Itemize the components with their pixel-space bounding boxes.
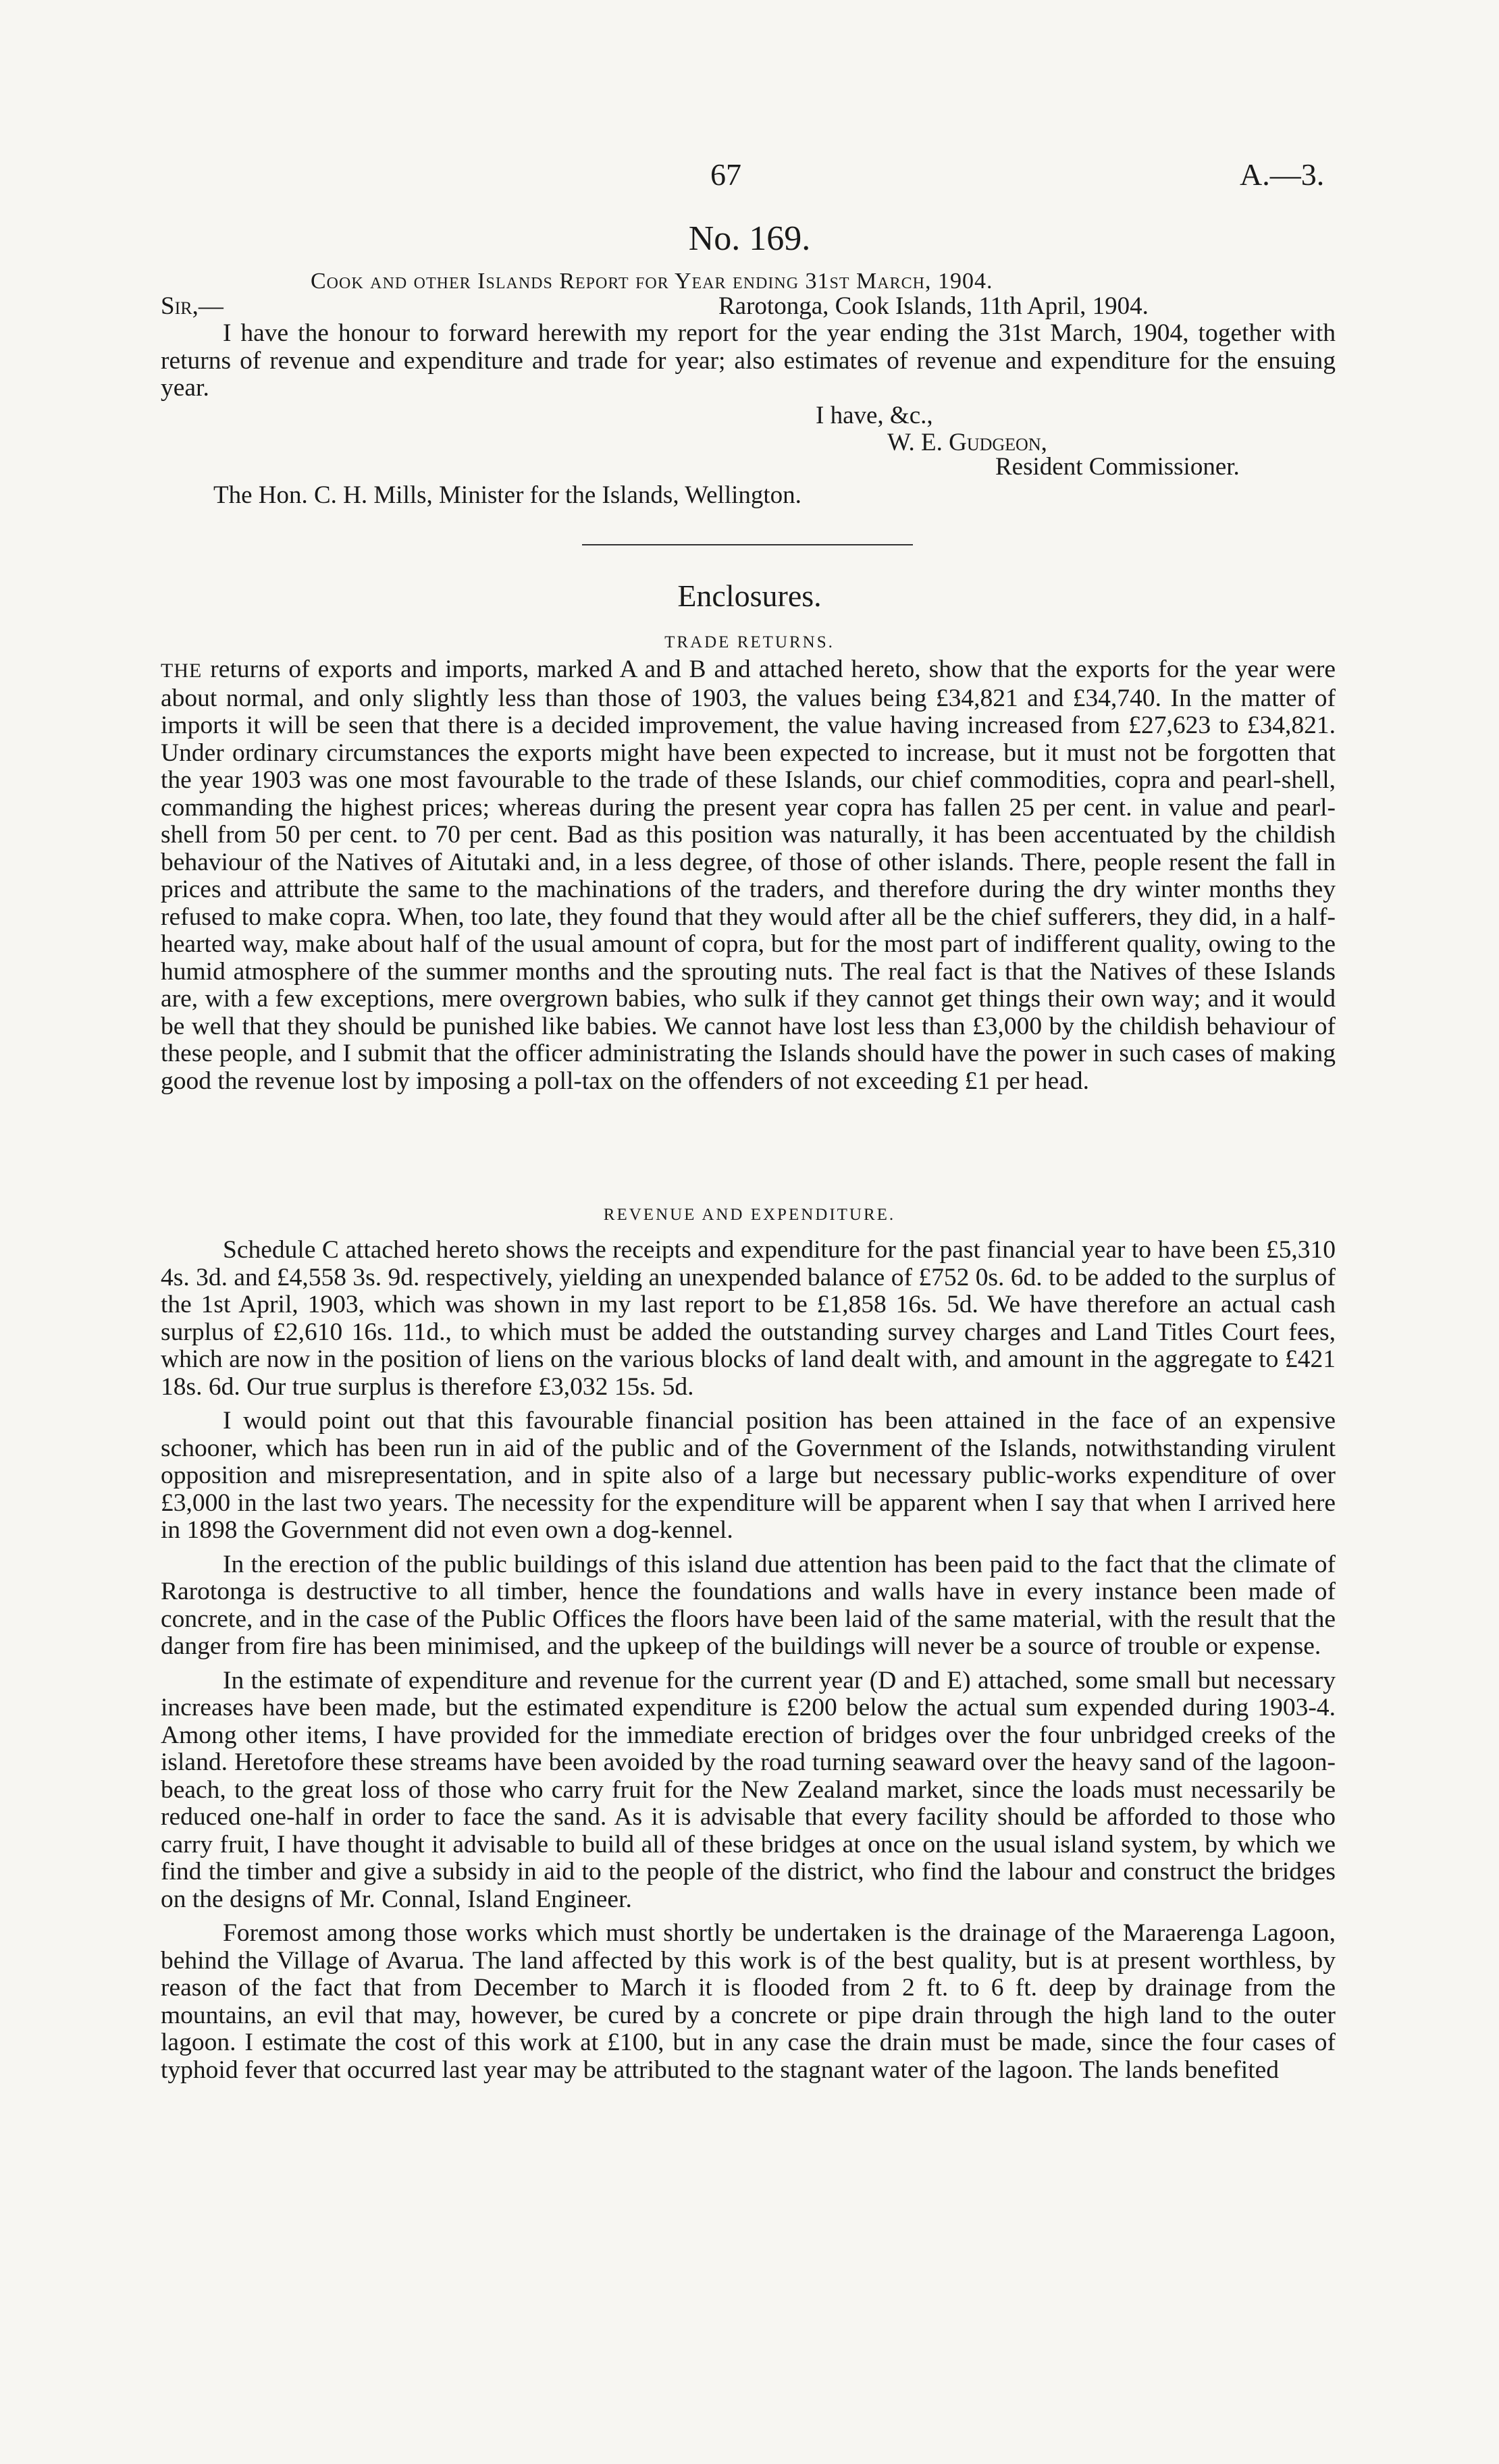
document-title: No. 169.	[688, 219, 811, 258]
addressee: The Hon. C. H. Mills, Minister for the Islands, Wellington.	[213, 481, 801, 509]
enclosures-title: Enclosures.	[677, 579, 822, 613]
revenue-paragraph: I would point out that this favourable financial position has been attained in the face of an expensive schooner, which has been run in aid of the public and of the Government of the Islands, notwithstanding virulent opposition and misrepresentation, and in spite also of a large but necessary public-works expenditure of over £3,000 in the last two years. The necessity for the expenditure will be apparent when I say that when I arrived here in 1898 the Government did not even own a dog-kennel.	[161, 1407, 1336, 1544]
revenue-paragraph: In the erection of the public buildings of this island due attention has been paid to the fact that the climate of Rarotonga is destructive to all timber, hence the foundations and walls have in every instance been made of concrete, and in the case of the Public Offices the floors have been laid of the same material, with the result that the danger from fire has been minimised, and the upkeep of the buildings will never be a source of trouble or expense.	[161, 1550, 1336, 1660]
trade-returns-paragraph	[161, 656, 1336, 1095]
revenue-paragraph: Schedule C attached hereto shows the receipts and expenditure for the past financial year to have been £5,310 4s. 3d. and £4,558 3s. 9d. respectively, yielding an unexpended balance of £752 0s. 6d. to be added to the surplus of the 1st April, 1903, which was shown in my last report to be £1,858 16s. 5d. We have therefore an actual cash surplus of £2,610 16s. 11d., to which must be added the outstanding survey charges and Land Titles Court fees, which are now in the position of liens on the various blocks of land dealt with, and amount in the aggregate to £421 18s. 6d. Our true surplus is therefore £3,032 15s. 5d.	[161, 1236, 1336, 1401]
trade-returns-body	[161, 656, 1336, 1095]
signature-name: W. E. Gudgeon,	[887, 429, 1047, 456]
letter-body	[161, 320, 1336, 402]
revenue-heading: REVENUE AND EXPENDITURE.	[603, 1206, 896, 1224]
section-divider	[582, 544, 913, 545]
page-number: 67	[710, 157, 741, 192]
document-reference: A.—3.	[1240, 157, 1325, 192]
revenue-paragraph: Foremost among those works which must shortly be undertaken is the drainage of the Maraerenga Lagoon, behind the Village of Avarua. The land affected by this work is of the best quality, but is at present worthless, by reason of the fact that from December to March it is flooded from 2 ft. to 6 ft. deep by drainage from the mountains, an evil that may, however, be cured by a concrete or pipe drain through the high land to the outer lagoon. I estimate the cost of this work at £100, but in any case the drain must be made, since the four cases of typhoid fever that occurred last year may be attributed to the stagnant water of the lagoon. The lands benefited	[161, 1919, 1336, 2084]
signature-closing: I have, &c.,	[816, 402, 933, 429]
document-subtitle: Cook and other Islands Report for Year ending 31st March, 1904.	[311, 269, 993, 294]
salutation: Sir,—	[161, 292, 223, 320]
signature-role: Resident Commissioner.	[995, 453, 1240, 481]
trade-returns-heading: TRADE RETURNS.	[664, 633, 835, 651]
revenue-paragraph: In the estimate of expenditure and revenue for the current year (D and E) attached, some small but necessary increases have been made, but the estimated expenditure is £200 below the actual sum expended during 1903-4. Among other items, I have provided for the immediate erection of bridges over the four unbridged creeks of the island. Heretofore these streams have been avoided by the road turning seaward over the heavy sand of the lagoon-beach, to the great loss of those who carry fruit for the New Zealand market, since the loads must necessarily be reduced one-half in order to face the sand. As it is advisable that every facility should be afforded to those who carry fruit, I have thought it advisable to build all of these bridges at once on the usual island system, by which we find the timber and give a subsidy in aid to the people of the district, who find the labour and construct the bridges on the designs of Mr. Connal, Island Engineer.	[161, 1666, 1336, 1913]
place-date: Rarotonga, Cook Islands, 11th April, 1904.	[718, 292, 1149, 320]
letter-paragraph: I have the honour to forward herewith my report for the year ending the 31st March, 1904, together with returns of revenue and expenditure and trade for year; also estimates of revenue and expenditure for the ensuing year.	[161, 319, 1336, 402]
trade-returns-text: returns of exports and imports, marked A and B and attached hereto, show that the exports for the year were about normal, and only slightly less than those of 1903, the values being £34,821 and £34,740. In the matter of imports it will be seen that there is a decided improvement, the value having increased from £27,623 to £34,821. Under ordinary circumstances the exports might have been expected to increase, but it must not be forgotten that the year 1903 was one most favourable to the trade of these Islands, our chief commodities, copra and pearl-shell, commanding the highest prices; whereas during the present year copra has fallen 25 per cent. in value and pearl-shell from 50 per cent. to 70 per cent. Bad as this position was naturally, it has been accentuated by the childish behaviour of the Natives of Aitutaki and, in a less degree, of those of other islands. There, people resent the fall in prices and attribute the same to the machinations of the traders, and therefore during the dry winter months they refused to make copra. When, too late, they found that they would after all be the chief sufferers, they did, in a half-hearted way, make about half of the usual amount of copra, but for the most part of indifferent quality, owing to the humid atmosphere of the summer months and the sprouting nuts. The real fact is that the Natives of these Islands are, with a few exceptions, mere overgrown babies, who sulk if they cannot get things their own way; and it would be well that they should be punished like babies. We cannot have lost less than £3,000 by the childish behaviour of these people, and I submit that the officer administrating the Islands should have the power in such cases of making good the revenue lost by imposing a poll-tax on the offenders of not exceeding £1 per head.	[161, 655, 1336, 1095]
revenue-body	[161, 1237, 1336, 2084]
first-word: THE	[161, 660, 203, 682]
